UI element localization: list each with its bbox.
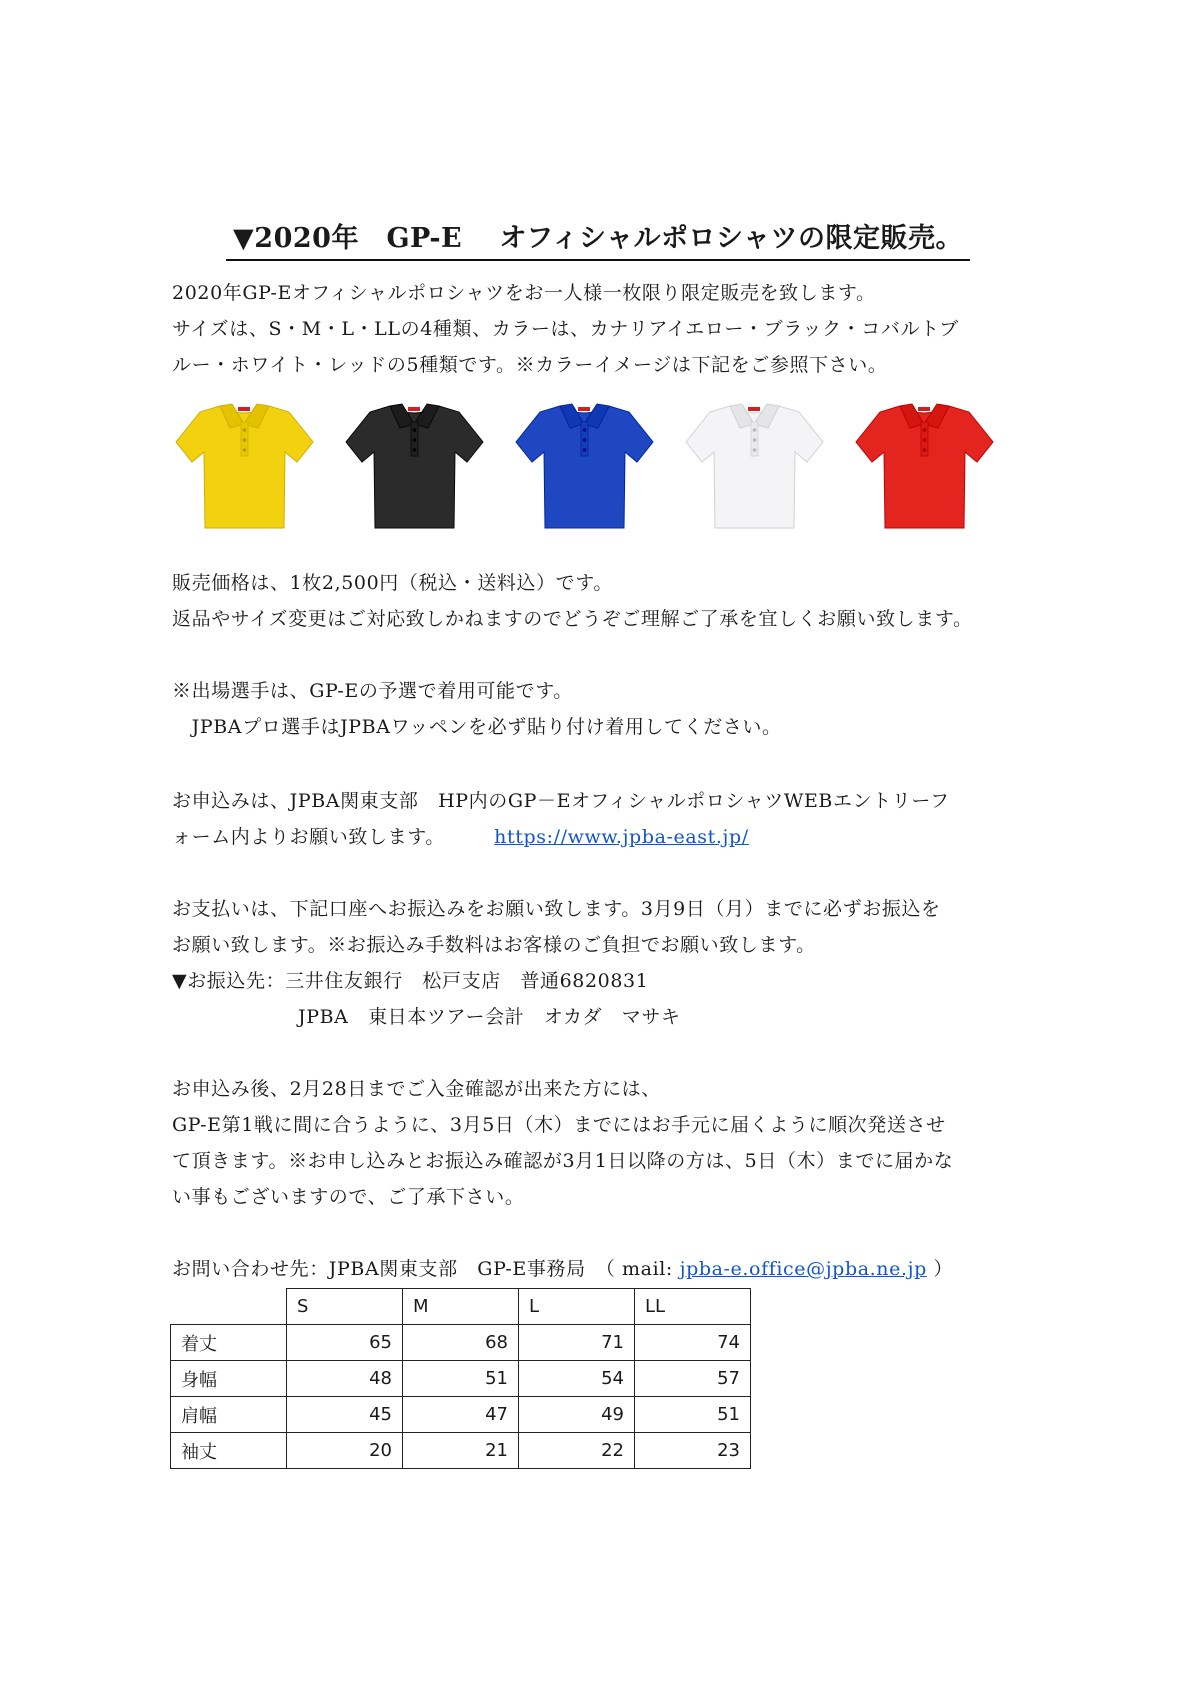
- shirt-label-tag: [748, 407, 760, 411]
- size-table-header-row: [171, 1289, 751, 1325]
- table-row: [171, 1361, 751, 1397]
- table-cell: 49: [519, 1397, 635, 1433]
- table-cell: 22: [519, 1433, 635, 1469]
- table-row: [171, 1325, 751, 1361]
- table-cell: 74: [635, 1325, 751, 1361]
- table-cell: 51: [635, 1397, 751, 1433]
- table-cell: 23: [635, 1433, 751, 1469]
- website-link[interactable]: https://www.jpba-east.jp/: [494, 826, 749, 848]
- shirt-label-tag: [578, 407, 590, 411]
- size-header-l: L: [519, 1289, 635, 1325]
- delivery-line-3: て頂きます。※お申し込みとお振込み確認が3月1日以降の方は、5日（木）までに届かな: [172, 1150, 954, 1172]
- table-cell: 21: [403, 1433, 519, 1469]
- price-line-1: 販売価格は、1枚2,500円（税込・送料込）です。: [172, 572, 613, 594]
- table-cell: 45: [287, 1397, 403, 1433]
- row-label: 身幅: [171, 1361, 287, 1397]
- shirt-image-blue: [512, 398, 657, 532]
- table-cell: 71: [519, 1325, 635, 1361]
- contact-suffix: ）: [926, 1258, 954, 1280]
- shirt-button: [413, 448, 417, 452]
- shirt-button: [243, 428, 247, 432]
- shirt-image-yellow: [172, 398, 317, 532]
- shirt-label-tag: [408, 407, 420, 411]
- payment-line-2: お願い致します。※お振込み手数料はお客様のご負担でお願い致します。: [172, 934, 816, 956]
- delivery-line-4: い事もございますので、ご了承下さい。: [172, 1186, 525, 1208]
- apply-line-2: [172, 822, 749, 849]
- size-table: [170, 1288, 751, 1469]
- table-cell: 57: [635, 1361, 751, 1397]
- table-row: [171, 1433, 751, 1469]
- delivery-line-1: お申込み後、2月28日までご入金確認が出来た方には、: [172, 1078, 661, 1100]
- apply-line-1: お申込みは、JPBA関東支部 HP内のGP－EオフィシャルポロシャツWEBエントリーフ: [172, 790, 950, 812]
- delivery-line-2: GP-E第1戦に間に合うように、3月5日（木）までにはお手元に届くように順次発送させ: [172, 1114, 946, 1136]
- shirt-button: [583, 438, 587, 442]
- table-row: [171, 1397, 751, 1433]
- shirt-label-tag: [238, 407, 250, 411]
- table-cell: 51: [403, 1361, 519, 1397]
- contact-prefix: お問い合わせ先：JPBA関東支部 GP-E事務局 （ mail:: [172, 1258, 680, 1280]
- price-line-2: 返品やサイズ変更はご対応致しかねますのでどうぞご理解ご了承を宜しくお願い致します。: [172, 608, 973, 630]
- shirt-image-red: [852, 398, 997, 532]
- shirt-button: [753, 438, 757, 442]
- table-cell: 65: [287, 1325, 403, 1361]
- apply-line-2-text: ォーム内よりお願い致します。: [172, 826, 445, 848]
- row-label: 着丈: [171, 1325, 287, 1361]
- players-line-1: ※出場選手は、GP-Eの予選で着用可能です。: [172, 680, 573, 702]
- shirt-button: [243, 448, 247, 452]
- shirt-button: [753, 448, 757, 452]
- shirt-color-images: [172, 398, 1012, 532]
- shirt-button: [413, 428, 417, 432]
- shirt-image-white: [682, 398, 827, 532]
- size-header-ll: LL: [635, 1289, 751, 1325]
- row-label: 袖丈: [171, 1433, 287, 1469]
- account-holder: JPBA 東日本ツアー会計 オカダ マサキ: [298, 1006, 681, 1028]
- shirt-label-tag: [918, 407, 930, 411]
- payment-line-1: お支払いは、下記口座へお振込みをお願い致します。3月9日（月）までに必ずお振込を: [172, 898, 941, 920]
- shirt-image-black: [342, 398, 487, 532]
- shirt-button: [923, 428, 927, 432]
- shirt-button: [243, 438, 247, 442]
- shirt-button: [923, 448, 927, 452]
- contact-email-link[interactable]: jpba-e.office@jpba.ne.jp: [679, 1258, 927, 1280]
- shirt-button: [753, 428, 757, 432]
- table-cell: 47: [403, 1397, 519, 1433]
- table-cell: 68: [403, 1325, 519, 1361]
- size-header-m: M: [403, 1289, 519, 1325]
- table-cell: 20: [287, 1433, 403, 1469]
- intro-line-3: ルー・ホワイト・レッドの5種類です。※カラーイメージは下記をご参照下さい。: [172, 354, 888, 376]
- shirt-button: [923, 438, 927, 442]
- intro-line-2: サイズは、S・M・L・LLの4種類、カラーは、カナリアイエロー・ブラック・コバルトブ: [172, 318, 959, 340]
- players-line-2: JPBAプロ選手はJPBAワッペンを必ず貼り付け着用してください。: [172, 716, 782, 738]
- table-cell: 48: [287, 1361, 403, 1397]
- shirt-button: [583, 448, 587, 452]
- shirt-button: [413, 438, 417, 442]
- shirt-button: [583, 428, 587, 432]
- row-label: 肩幅: [171, 1397, 287, 1433]
- page-title: ▼2020年 GP-E オフィシャルポロシャツの限定販売。: [226, 216, 970, 261]
- table-cell: 54: [519, 1361, 635, 1397]
- contact-line: [172, 1254, 953, 1281]
- size-header-s: S: [287, 1289, 403, 1325]
- size-table-corner: [171, 1289, 287, 1325]
- intro-line-1: 2020年GP-Eオフィシャルポロシャツをお一人様一枚限り限定販売を致します。: [172, 282, 876, 304]
- bank-account: ▼お振込先：三井住友銀行 松戸支店 普通6820831: [172, 970, 649, 992]
